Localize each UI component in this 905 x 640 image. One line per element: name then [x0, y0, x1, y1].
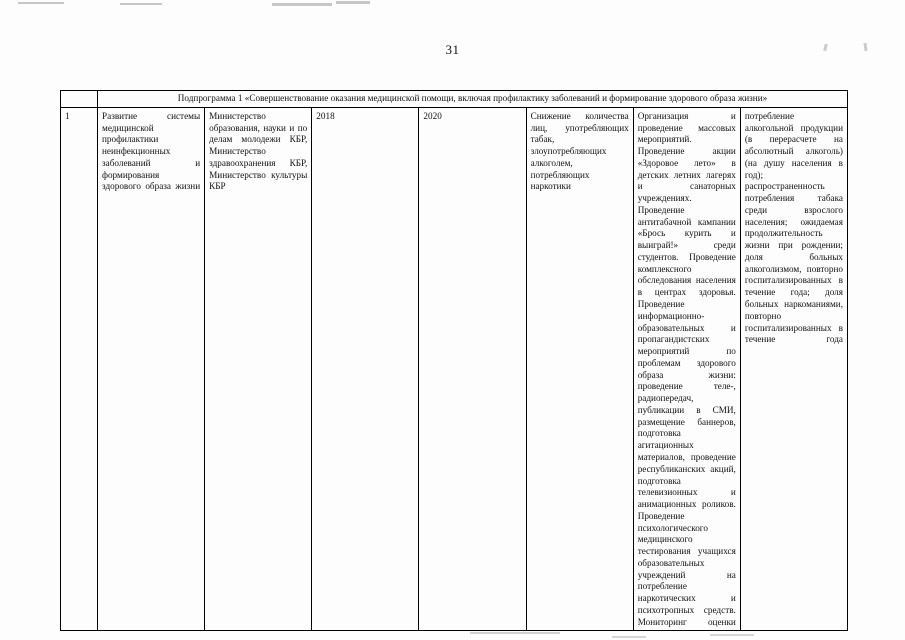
- row-measure-name: Развитие системы медицинской профилактики неинфекционных заболеваний и формирования здорового образа жизни: [98, 107, 205, 631]
- page-number: 31: [445, 42, 460, 57]
- scan-artifact: [120, 3, 162, 5]
- row-number: 1: [61, 107, 98, 631]
- row-expected-result: Снижение количества лиц, употребляющих табак, злоупотребляющих алкоголем, потребляющих наркотики: [526, 107, 633, 631]
- scan-artifact: [272, 3, 332, 6]
- row-indicators: потребление алкогольной продукции (в перерасчете на абсолютный алкоголь) (на душу населения в год); распространенность потребления табака среди взрослого населения; ожидаемая продолжительность жизни при рождении; доля больных алкоголизмом, повторно госпитализированных в течение года; доля больных наркоманиями, повторно госпитализированных в течение года: [740, 107, 847, 631]
- subprogram-header-spacer: [61, 91, 98, 108]
- row-executors: Министерство образования, науки и по делам молодежи КБР, Министерство здравоохранения КБР, Министерство культуры КБР: [205, 107, 312, 631]
- subprogram-header-row: [61, 91, 848, 108]
- scan-artifact: [710, 634, 754, 636]
- table-row: [61, 107, 848, 631]
- scan-artifact: [18, 2, 64, 4]
- row-start-year: 2018: [312, 107, 419, 631]
- program-measures-table: [60, 90, 848, 631]
- row-content: Организация и проведение массовых мероприятий. Проведение акции «Здоровое лето» в детских летних лагерях и санаторных учреждениях. Проведение антитабачной кампании «Брось курить и выиграй!» среди студентов. Проведение комплексного обследования населения в центрах здоровья. Проведение информационно-образовательных и пропагандистских мероприятий по проблемам здорового образа жизни: проведение теле-, радиопередач, публикации в СМИ, размещение баннеров, подготовка агитационных материалов, проведение республиканских акций, подготовка телевизионных и анимационных роликов. Проведение психологического медицинского тестирования учащихся образовательных учреждений на потребление наркотических и психотропных средств. Мониторинг оценки: [633, 107, 740, 631]
- subprogram-header-title: Подпрограмма 1 «Совершенствование оказания медицинской помощи, включая профилактику заболеваний и формирование здорового образа жизни»: [98, 91, 848, 108]
- row-end-year: 2020: [419, 107, 526, 631]
- scan-artifact: [470, 632, 560, 634]
- scan-artifact: [336, 1, 370, 4]
- scan-artifact: [612, 636, 646, 638]
